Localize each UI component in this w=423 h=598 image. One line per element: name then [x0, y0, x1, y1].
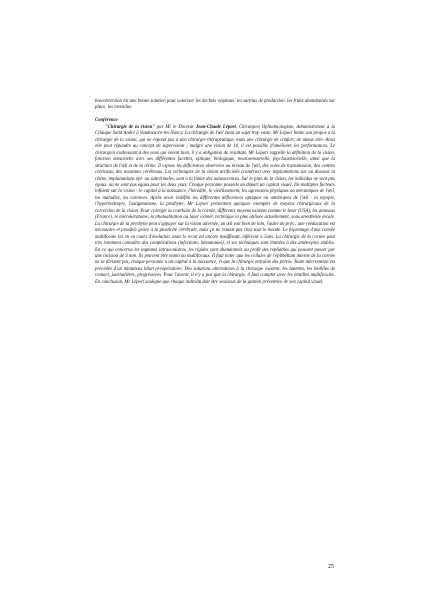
section-heading: Conférence — [95, 118, 118, 124]
speaker-name: Jean-Claude Lépori — [195, 124, 236, 130]
talk-by: par Mr le Docteur — [155, 124, 196, 130]
page-number: 25 — [328, 564, 334, 570]
talk-title: "Chirurgie de la vision" — [105, 124, 156, 130]
conference-paragraph — [95, 125, 335, 286]
text-block — [95, 99, 335, 286]
intro-paragraph: bioconversion est une bonne solution pour valoriser les déchets végétaux, les surplus de production, les fruits abandonnés sur place, les invendus. — [95, 99, 335, 111]
talk-body: , Chirurgien Ophtalmologiste, Administrateur à la Clinique Saint André à Vandoeuvre-lès-Nancy. La chirurgie de l'œil étant un sujet trop vaste, Mr Lépori limite son propos à la chirurgie de la vision, qui ne répond pas à une chirurgie thérapeutique, mais une chirurgie de confort, de mieux être. Ainsi elle peut répondre au concept de supervision ; malgré une vision de 10, il est possible d'améliorer les performances. Le chirurgien s'adressant à des yeux qui voient bien, il y a obligation de résultats. Mr Lépori rappelle la définition de la vision, fonction sensorielle avec ses différentes facettes, optique, biologique, neurosensorielle, psychosensorielle, ainsi que la structure de l'œil et de la rétine. Il expose les déficiences observées au niveau de l'œil, des voies de transmission, des centres corticaux, des neurones cérébraux. Les techniques de la vision artificielle (caméras) avec implantations sur ou dessous la rétine, implantations épi- ou subrétinales, sont à la limite des nanosciences. Sur le plan de la vision, les individus ne sont pas égaux, ou ne sont pas égaux pour les deux yeux. Chaque personne possède au départ un capital visuel. De multiples facteurs influent sur la vision : le capital à la naissance, l'hérédité, le vieillissement, les agressions physiques ou mécaniques de l'œil, les maladies, les carences. Après avoir redéfini les différentes déficiences optiques ou amétropies de l'œil : la myopie, l'hypermétropie, l'astigmatisme, la presbytie, Mr Lépori présentent quelques exemples de moyens chirurgicaux de la correction de la vision. Pour corriger la courbure de la cornée, différents moyens existent comme le laser (USA), les anneaux (France), le microkératome, la photoablation au laser eximer, technique la plus utilisée actuellement, sous anesthésie locale. La chirurgie de la presbytie peut s'appuyer sur la vision alternée, un œil voit bien de loin, l'autre de près ; une rééducation est nécessaire et possible grâce à la plasticité cérébrale, mais ça ne réussit pas chez tout le monde. Le façonnage d'une cornée multifocale est en en cours d'évolution, mais le recul est encore insuffisant, inférieur à 5ans. La chirurgie de la cornée peut très rarement connaître des complications (infections, hématomes), et ses techniques sont limitées à des amétropies stables. En ce qui concerne les implants intraoculaires, les rigides sont abandonnés au profit des repliables qui peuvent passer par une incision de 3 mm. Ils peuvent être mono ou multifocaux. Il faut noter que les cellules de l'épithélium interne de la cornée ne se divisent pas, chaque personne a un capital à la naissance, et que la chirurgie entraîne des pertes. Toute intervention est précédée d'un minutieux bilan préopératoire. Des solutions alternatives à la chirurgie existent, les lunettes, les lentilles de contact, journalières, progressives. Pour l'avenir, il n'y a pas que la chirurgie, il faut compter avec les lentilles multifocales. En conclusion, Mr Lépori souligne que chaque individu doit être soucieux de la gestion préventive de son capital visuel. — [95, 124, 336, 285]
